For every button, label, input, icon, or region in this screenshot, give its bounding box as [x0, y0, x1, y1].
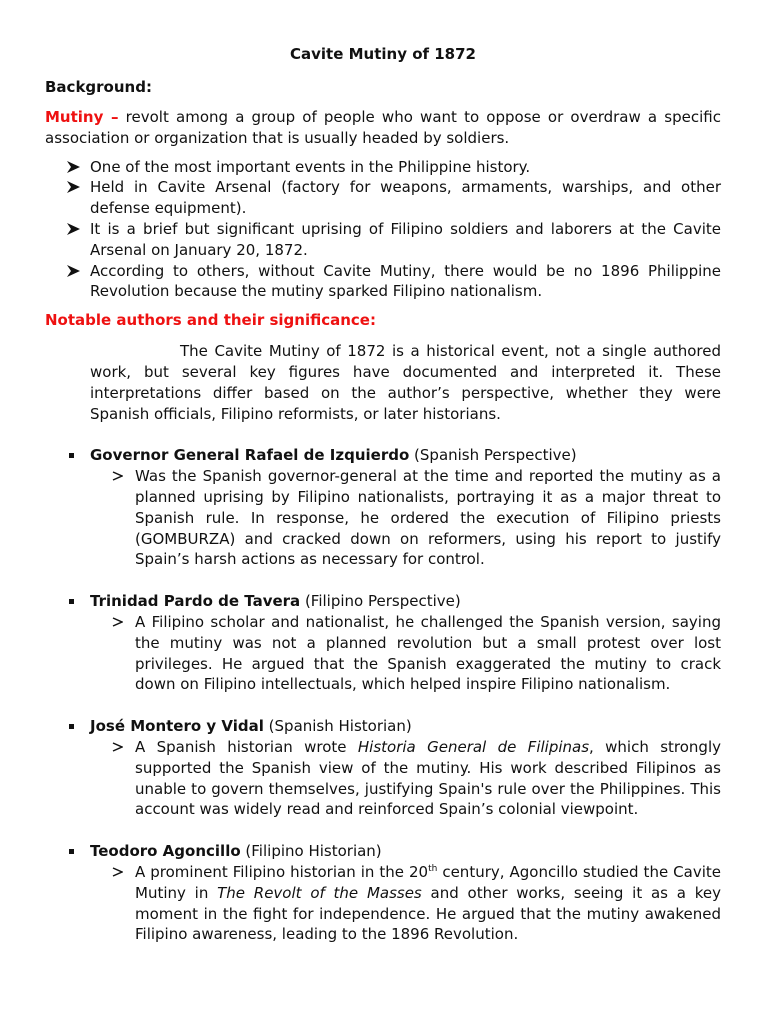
arrowhead-bullet-icon — [67, 223, 80, 235]
author-description-part: A prominent Filipino historian in the 20 — [135, 862, 429, 881]
author-entry-agoncillo — [45, 841, 721, 945]
author-name: Governor General Rafael de Izquierdo — [90, 446, 410, 465]
mutiny-definition: revolt among a group of people who want to oppose or overdraw a specific association or organization that is usually headed by soldiers. — [45, 108, 721, 147]
mutiny-definition-paragraph — [45, 107, 721, 149]
document-page — [45, 44, 721, 945]
square-bullet-icon — [69, 599, 74, 604]
author-entry-montero-y-vidal — [45, 716, 721, 820]
author-description-part: and other works, seeing it as a key moment in the fight for independence. He argued that the mutiny awakened Filipino awareness, leading to the 1896 Revolution. — [135, 883, 721, 944]
author-name: Teodoro Agoncillo — [90, 842, 241, 861]
ordinal-superscript: th — [428, 863, 438, 874]
list-item — [45, 261, 721, 303]
square-bullet-icon — [69, 453, 74, 458]
square-bullet-icon — [69, 849, 74, 854]
author-description-part: , which strongly supported the Spanish view of the mutiny. His work described Filipinos as unable to govern themselves, justifying Spain's rule over the Philippines. This account was widely read and reinforced Spain’s colonial viewpoint. — [135, 737, 721, 819]
author-perspective: (Filipino Historian) — [245, 842, 382, 861]
arrowhead-bullet-icon — [67, 161, 80, 173]
outline-arrow-bullet-icon — [112, 867, 123, 877]
background-heading: Background: — [45, 78, 152, 96]
bullet-text: One of the most important events in the Philippine history. — [90, 157, 531, 176]
authors-heading: Notable authors and their significance: — [45, 311, 376, 330]
arrowhead-bullet-icon — [67, 265, 80, 277]
author-name: José Montero y Vidal — [90, 717, 264, 736]
book-title: Historia General de Filipinas — [357, 737, 590, 756]
document-title: Cavite Mutiny of 1872 — [289, 45, 476, 63]
author-entry-izquierdo — [45, 445, 721, 570]
arrowhead-bullet-icon — [67, 181, 80, 193]
authors-intro-paragraph: The Cavite Mutiny of 1872 is a historical event, not a single authored work, but several key figures have documented and interpreted it. These interpretations differ based on the author’s perspective, whether they were Spanish officials, Filipino reformists, or later historians. — [90, 342, 721, 423]
author-perspective: (Spanish Perspective) — [414, 446, 577, 465]
author-description-part: A Spanish historian wrote — [135, 737, 358, 756]
square-bullet-icon — [69, 724, 74, 729]
mutiny-term: Mutiny – — [45, 108, 119, 126]
book-title: The Revolt of the Masses — [217, 883, 422, 902]
author-entry-pardo-de-tavera — [45, 591, 721, 695]
author-perspective: (Filipino Perspective) — [304, 592, 461, 611]
list-item — [45, 177, 721, 219]
author-perspective: (Spanish Historian) — [268, 717, 412, 736]
outline-arrow-bullet-icon — [112, 471, 123, 481]
author-name: Trinidad Pardo de Tavera — [90, 592, 301, 611]
outline-arrow-bullet-icon — [112, 742, 123, 752]
bullet-text: According to others, without Cavite Mutiny, there would be no 1896 Philippine Revolution because the mutiny sparked Filipino nationalism. — [90, 261, 721, 301]
list-item — [45, 219, 721, 261]
bullet-text: Held in Cavite Arsenal (factory for weapons, armaments, warships, and other defense equipment). — [90, 178, 721, 218]
background-bullet-list — [45, 157, 721, 303]
author-description: A Filipino scholar and nationalist, he challenged the Spanish version, saying the mutiny was not a planned revolution but a small protest over lost privileges. He argued that the Spanish exaggerated the mutiny to crack down on Filipino intellectuals, which helped inspire Filipino nationalism. — [135, 612, 721, 694]
list-item — [45, 157, 721, 178]
bullet-text: It is a brief but significant uprising of Filipino soldiers and laborers at the Cavite Arsenal on January 20, 1872. — [90, 219, 721, 259]
author-description-part: century, Agoncillo studied the Cavite Mutiny in — [135, 862, 721, 902]
author-description: Was the Spanish governor-general at the time and reported the mutiny as a planned uprising by Filipino nationalists, portraying it as a major threat to Spanish rule. In response, he ordered the execution of Filipino priests (GOMBURZA) and cracked down on reformers, using his report to justify Spain’s harsh actions as necessary for control. — [135, 467, 721, 569]
outline-arrow-bullet-icon — [112, 617, 123, 627]
